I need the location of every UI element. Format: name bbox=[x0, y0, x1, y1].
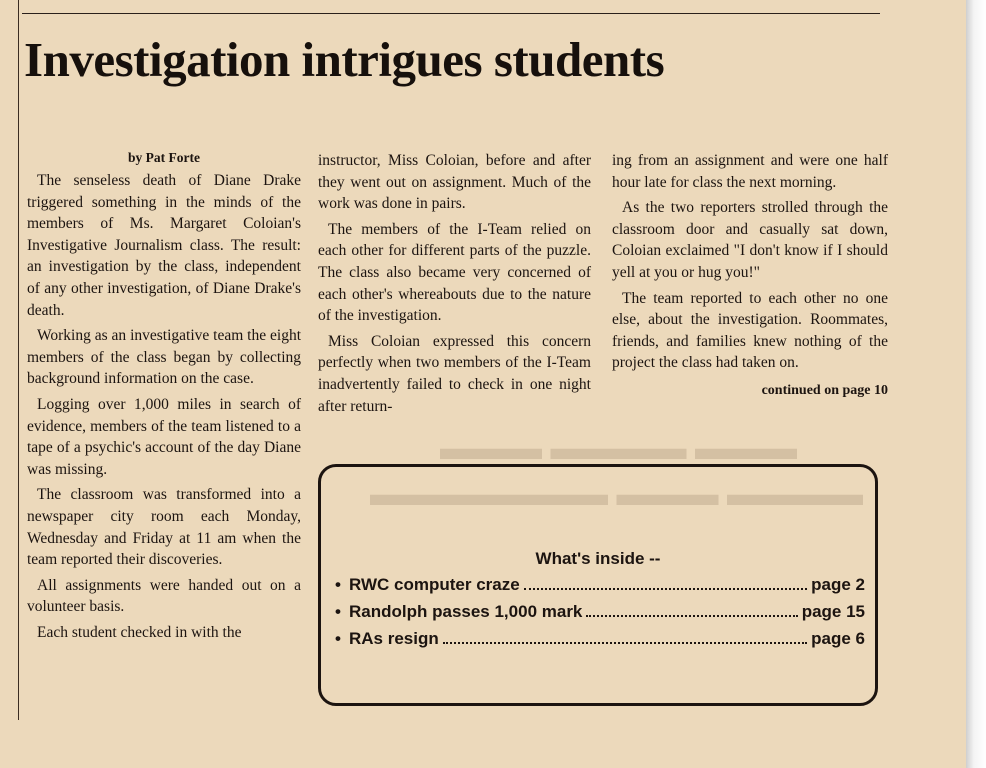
bullet-icon: • bbox=[335, 575, 341, 594]
byline: by Pat Forte bbox=[128, 150, 200, 165]
paragraph: As the two reporters strolled through the classroom door and casually sat down, Coloian exclaimed "I don't know if I should yell at you or hug you!" bbox=[612, 199, 888, 281]
bullet-icon: • bbox=[335, 602, 341, 621]
column-rule bbox=[18, 0, 19, 720]
whats-inside-box bbox=[318, 464, 878, 706]
paragraph: The classroom was transformed into a newspaper city room each Monday, Wednesday and Friday at 11 am when the team reported their discoveries. bbox=[27, 486, 301, 569]
toc-item-label: RAs resign bbox=[349, 629, 439, 648]
continued-note: continued on page 10 bbox=[761, 382, 888, 398]
paragraph: The members of the I-Team relied on each other for different parts of the puzzle. The class also became very concerned of each other's whereabouts due to the nature of the investigation. bbox=[318, 220, 591, 325]
dot-leader bbox=[524, 588, 807, 590]
bleed-through: ▬▬▬ ▬▬▬▬ ▬▬▬ bbox=[440, 430, 797, 467]
toc-item-page: page 6 bbox=[811, 629, 865, 648]
paragraph: The team reported to each other no one else, about the investigation. Roommates, friends, and families knew nothing of the project the class had taken on. bbox=[612, 289, 888, 372]
top-rule bbox=[22, 13, 880, 14]
paragraph: Working as an investigative team the eight members of the class began by collecting background information on the case. bbox=[27, 327, 301, 388]
whats-inside-title: What's inside -- bbox=[535, 549, 661, 568]
dot-leader bbox=[443, 642, 807, 644]
table-of-contents bbox=[335, 575, 865, 656]
paragraph: ing from an assignment and were one half hour late for class the next morning. bbox=[612, 152, 888, 191]
bleed-through: ▬▬▬▬▬▬▬ ▬▬▬ ▬▬▬▬ bbox=[370, 476, 863, 513]
paragraph: Each student checked in with the bbox=[37, 623, 242, 641]
bullet-icon: • bbox=[335, 629, 341, 648]
scan-edge bbox=[966, 0, 986, 768]
toc-item-label: Randolph passes 1,000 mark bbox=[349, 602, 583, 621]
toc-item bbox=[335, 575, 865, 602]
toc-item bbox=[335, 629, 865, 656]
paragraph: All assignments were handed out on a volunteer basis. bbox=[27, 576, 301, 616]
paragraph: Logging over 1,000 miles in search of evidence, members of the team listened to a tape of a psychic's account of the day Diane was missing. bbox=[27, 395, 301, 478]
toc-item-page: page 2 bbox=[811, 575, 865, 594]
paragraph: instructor, Miss Coloian, before and after they went out on assignment. Much of the work was done in pairs. bbox=[318, 152, 591, 213]
dot-leader bbox=[586, 615, 797, 617]
toc-item bbox=[335, 602, 865, 629]
paragraph: The senseless death of Diane Drake triggered something in the minds of the members of Ms. Margaret Coloian's Investigative Journalism class. The result: an investigation by the class, independent of any other investigation, of Diane Drake's death. bbox=[27, 172, 301, 319]
toc-item-label: RWC computer craze bbox=[349, 575, 520, 594]
toc-item-page: page 15 bbox=[801, 602, 865, 621]
paragraph: Miss Coloian expressed this concern perfectly when two members of the I-Team inadvertently failed to check in one night after return- bbox=[318, 332, 591, 415]
article-column-1 bbox=[27, 148, 301, 643]
headline: Investigation intrigues students bbox=[24, 32, 665, 87]
article-column-2 bbox=[318, 150, 591, 417]
article-column-3 bbox=[612, 150, 888, 402]
